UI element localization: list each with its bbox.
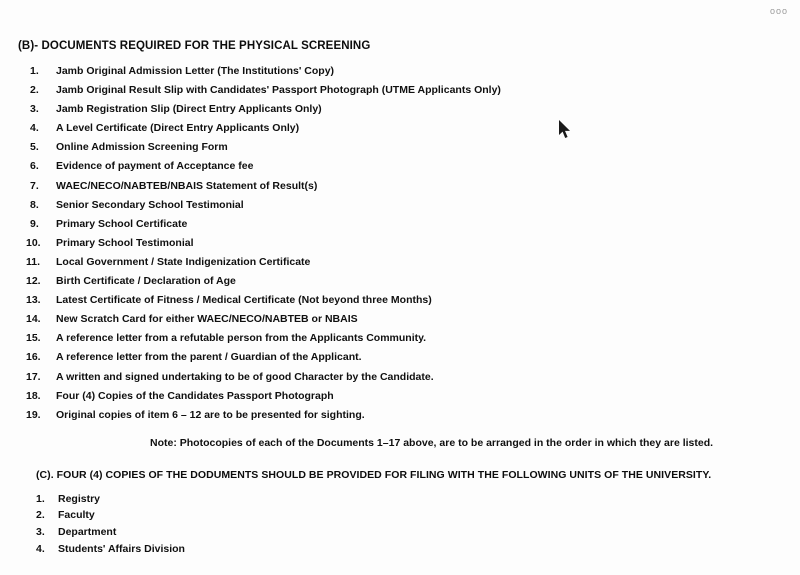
list-item bbox=[0, 507, 800, 524]
list-item-text: A written and signed undertaking to be of good Character by the Candidate. bbox=[56, 370, 434, 383]
document-content bbox=[0, 40, 800, 557]
section-c-heading: (C). FOUR (4) COPIES OF THE DODUMENTS SHOULD BE PROVIDED FOR FILING WITH THE FOLLOWING UNITS OF THE UNIVERSITY. bbox=[36, 468, 712, 481]
list-item bbox=[0, 491, 800, 508]
window-dots-indicator: ooo bbox=[769, 6, 788, 16]
list-item-number: 18. bbox=[26, 389, 41, 402]
list-item-number: 3. bbox=[36, 525, 45, 538]
list-item-number: 14. bbox=[26, 313, 41, 326]
list-item-text: Department bbox=[58, 525, 117, 538]
list-item-number: 13. bbox=[26, 294, 41, 307]
list-item-number: 11. bbox=[26, 255, 41, 268]
list-item bbox=[0, 138, 800, 157]
list-item bbox=[0, 196, 800, 215]
list-item-number: 17. bbox=[26, 370, 41, 383]
list-item-text: Online Admission Screening Form bbox=[56, 141, 228, 154]
list-item-number: 9. bbox=[30, 217, 39, 230]
list-item-number: 4. bbox=[36, 542, 45, 555]
list-item-number: 8. bbox=[30, 198, 39, 211]
list-item-text: A reference letter from the parent / Guardian of the Applicant. bbox=[56, 351, 362, 364]
list-item bbox=[0, 253, 800, 272]
section-c-list bbox=[0, 491, 800, 557]
list-item-number: 7. bbox=[30, 179, 39, 192]
list-item-text: Primary School Certificate bbox=[56, 217, 188, 230]
list-item-number: 10. bbox=[26, 236, 41, 249]
list-item-text: A Level Certificate (Direct Entry Applicants Only) bbox=[56, 122, 300, 135]
list-item bbox=[0, 541, 800, 558]
list-item-number: 6. bbox=[30, 160, 39, 173]
list-item-number: 12. bbox=[26, 275, 41, 288]
list-item bbox=[0, 177, 800, 196]
list-item-text: Jamb Original Result Slip with Candidates' Passport Photograph (UTME Applicants Only) bbox=[56, 84, 501, 97]
list-item bbox=[0, 406, 800, 425]
list-item-number: 3. bbox=[30, 103, 39, 116]
list-item bbox=[0, 310, 800, 329]
list-item bbox=[0, 81, 800, 100]
list-item-text: Faculty bbox=[58, 509, 95, 522]
list-item-text: WAEC/NECO/NABTEB/NBAIS Statement of Result(s) bbox=[56, 179, 318, 192]
list-item-number: 5. bbox=[30, 141, 39, 154]
list-item-text: Latest Certificate of Fitness / Medical Certificate (Not beyond three Months) bbox=[56, 294, 432, 307]
list-item bbox=[0, 329, 800, 348]
list-item-text: Senior Secondary School Testimonial bbox=[56, 198, 244, 211]
list-item-text: Birth Certificate / Declaration of Age bbox=[56, 275, 236, 288]
list-item bbox=[0, 157, 800, 176]
section-b-list bbox=[0, 62, 800, 425]
list-item-number: 16. bbox=[26, 351, 41, 364]
list-item-text: Local Government / State Indigenization Certificate bbox=[56, 255, 311, 268]
list-item bbox=[0, 215, 800, 234]
list-item-number: 4. bbox=[30, 122, 39, 135]
list-item-text: Jamb Registration Slip (Direct Entry Applicants Only) bbox=[56, 103, 322, 116]
section-b-heading: (B)- DOCUMENTS REQUIRED FOR THE PHYSICAL SCREENING bbox=[18, 40, 371, 52]
list-item-number: 2. bbox=[30, 84, 39, 97]
list-item bbox=[0, 272, 800, 291]
list-item-text: Students' Affairs Division bbox=[58, 542, 185, 555]
list-item bbox=[0, 100, 800, 119]
list-item-text: Original copies of item 6 – 12 are to be presented for sighting. bbox=[56, 408, 365, 421]
list-item-text: Evidence of payment of Acceptance fee bbox=[56, 160, 254, 173]
list-item bbox=[0, 234, 800, 253]
list-item-text: Four (4) Copies of the Candidates Passport Photograph bbox=[56, 389, 334, 402]
list-item-number: 1. bbox=[36, 492, 45, 505]
list-item-number: 19. bbox=[26, 408, 41, 421]
list-item-text: Primary School Testimonial bbox=[56, 236, 194, 249]
list-item-text: Registry bbox=[58, 492, 101, 505]
section-b-note: Note: Photocopies of each of the Documents 1–17 above, are to be arranged in the order in which they are listed. bbox=[150, 436, 714, 449]
list-item-number: 15. bbox=[26, 332, 41, 345]
list-item bbox=[0, 524, 800, 541]
list-item-number: 1. bbox=[30, 65, 39, 77]
list-item bbox=[0, 291, 800, 310]
list-item bbox=[0, 119, 800, 138]
list-item bbox=[0, 62, 800, 81]
list-item bbox=[0, 348, 800, 367]
list-item-text: A reference letter from a refutable person from the Applicants Community. bbox=[56, 332, 427, 345]
list-item-text: Jamb Original Admission Letter (The Institutions' Copy) bbox=[56, 65, 335, 77]
list-item-text: New Scratch Card for either WAEC/NECO/NABTEB or NBAIS bbox=[56, 313, 358, 326]
list-item bbox=[0, 368, 800, 387]
list-item-number: 2. bbox=[36, 509, 45, 522]
list-item bbox=[0, 387, 800, 406]
